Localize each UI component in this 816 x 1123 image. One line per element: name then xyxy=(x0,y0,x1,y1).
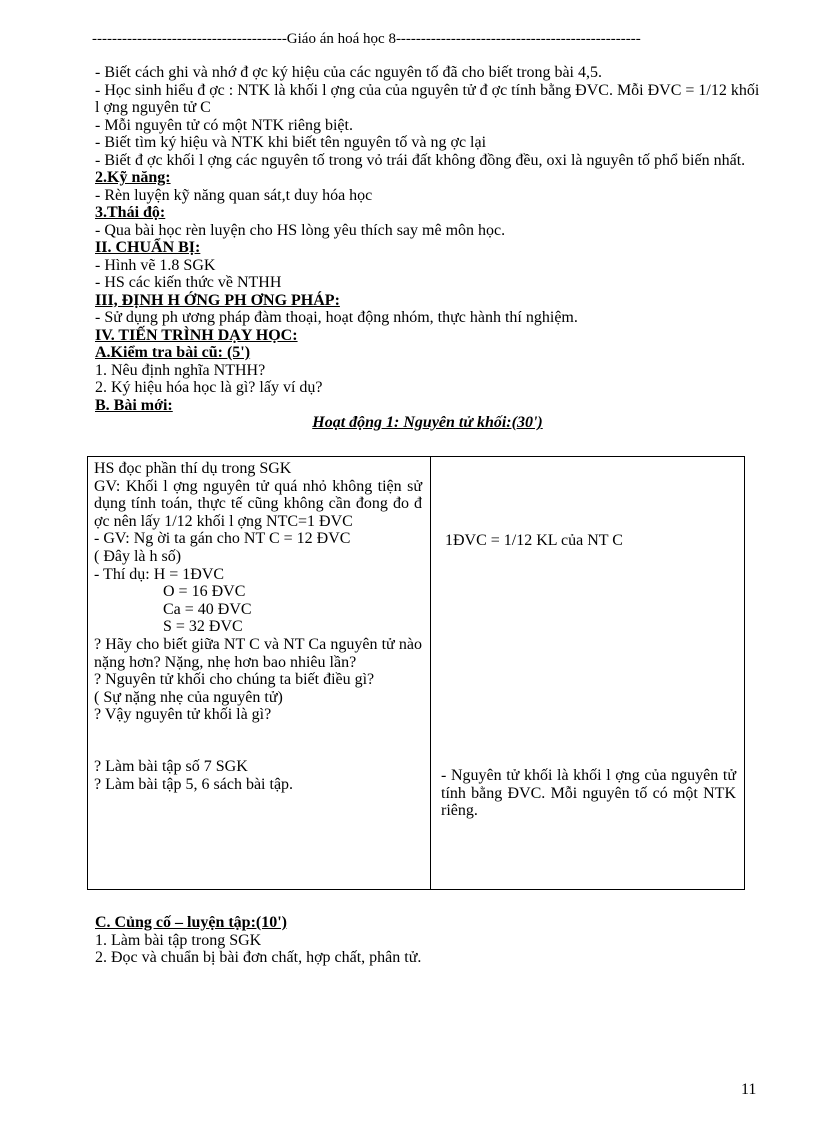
page-number: 11 xyxy=(741,1081,757,1098)
activity-table xyxy=(87,456,745,890)
table-line: ? Nguyên tử khối cho chúng ta biết điều gì? xyxy=(94,671,375,689)
lesson-body xyxy=(95,64,760,432)
table-row xyxy=(88,457,745,890)
table-line: ( Sự nặng nhẹ của nguyên tử) xyxy=(94,688,283,706)
table-line: ? Vậy nguyên tử khối là gì? xyxy=(94,706,272,724)
objective-line: - Học sinh hiểu đ ợc : NTK là khối l ợng của của nguyên tử đ ợc tính bằng ĐVC. Mỗi ĐVC = 1/12 khối l ợng nguyên tử C xyxy=(95,81,760,116)
review-heading: C. Củng cố – luyện tập:(10') xyxy=(95,914,288,931)
review-item: 2. Đọc và chuẩn bị bài đơn chất, hợp chất, phân tử. xyxy=(95,949,422,966)
skills-text: - Rèn luyện kỹ năng quan sát,t duy hóa học xyxy=(95,186,373,204)
check-item: 1. Nêu định nghĩa NTHH? xyxy=(95,361,266,379)
table-line: ( Đây là h số) xyxy=(94,547,182,565)
check-item: 2. Ký hiệu hóa học là gì? lấy ví dụ? xyxy=(95,379,323,396)
method-heading: III, ĐỊNH H ỚNG PH ƠNG PHÁP: xyxy=(95,291,340,309)
example-value: S = 32 ĐVC xyxy=(163,618,243,636)
review-item: 1. Làm bài tập trong SGK xyxy=(95,931,262,949)
objective-line: - Biết đ ợc khối l ợng các nguyên tố trong vỏ trái đất không đồng đều, oxi là nguyên tố phổ biến nhất. xyxy=(95,151,746,169)
example-value: Ca = 40 ĐVC xyxy=(163,600,252,618)
objective-line: - Biết cách ghi và nhớ đ ợc ký hiệu của các nguyên tố đã cho biết trong bài 4,5. xyxy=(95,64,602,81)
example-value: O = 16 ĐVC xyxy=(163,583,246,601)
page-header: ---------------------------------------Giáo án hoá học 8------------------------------------------------- xyxy=(92,31,641,47)
skills-heading: 2.Kỹ năng: xyxy=(95,169,171,186)
objective-line: - Biết tìm ký hiệu và NTK khi biết tên nguyên tố và ng ợc lại xyxy=(95,134,487,151)
table-line: - Thí dụ: H = 1ĐVC xyxy=(94,565,225,583)
teacher-student-column xyxy=(88,457,431,890)
table-line: ? Làm bài tập số 7 SGK xyxy=(94,757,248,775)
content-column xyxy=(431,457,745,890)
table-line: - GV: Ng ời ta gán cho NT C = 12 ĐVC xyxy=(94,530,351,548)
definition-ntk: - Nguyên tử khối là khối l ợng của nguyên tử tính bằng ĐVC. Mỗi nguyên tố có một NTK riêng. xyxy=(441,767,736,820)
preparation-item: - HS các kiến thức về NTHH xyxy=(95,274,282,291)
attitude-text: - Qua bài học rèn luyện cho HS lòng yêu thích say mê môn học. xyxy=(95,221,506,239)
activity-title: Hoạt động 1: Nguyên tử khối:(30') xyxy=(312,414,543,431)
objective-line: - Mỗi nguyên tử có một NTK riêng biệt. xyxy=(95,116,353,134)
attitude-heading: 3.Thái độ: xyxy=(95,204,166,221)
definition-dvc: 1ĐVC = 1/12 KL của NT C xyxy=(445,532,623,549)
table-line: HS đọc phần thí dụ trong SGK xyxy=(94,460,292,477)
preparation-heading: II. CHUẨN BỊ: xyxy=(95,239,201,256)
method-text: - Sử dụng ph ương pháp đàm thoại, hoạt động nhóm, thực hành thí nghiệm. xyxy=(95,309,578,326)
preparation-item: - Hình vẽ 1.8 SGK xyxy=(95,256,216,274)
table-line: ? Làm bài tập 5, 6 sách bài tập. xyxy=(94,775,294,793)
spacer xyxy=(94,724,422,758)
review-section xyxy=(95,914,760,967)
table-line: ? Hãy cho biết giữa NT C và NT Ca nguyên tử nào nặng hơn? Nặng, nhẹ hơn bao nhiêu lần? xyxy=(94,635,422,671)
new-lesson-heading: B. Bài mới: xyxy=(95,396,173,414)
check-heading: A.Kiểm tra bài cũ: (5') xyxy=(95,344,251,361)
table-line: GV: Khối l ợng nguyên tử quá nhỏ không tiện sử dụng tính toán, thực tế cũng không cần đong đo đ ợc nên lấy 1/12 khối l ợng NTC=1 ĐVC xyxy=(94,477,422,530)
process-heading: IV. TIẾN TRÌNH DẠY HỌC: xyxy=(95,326,298,344)
